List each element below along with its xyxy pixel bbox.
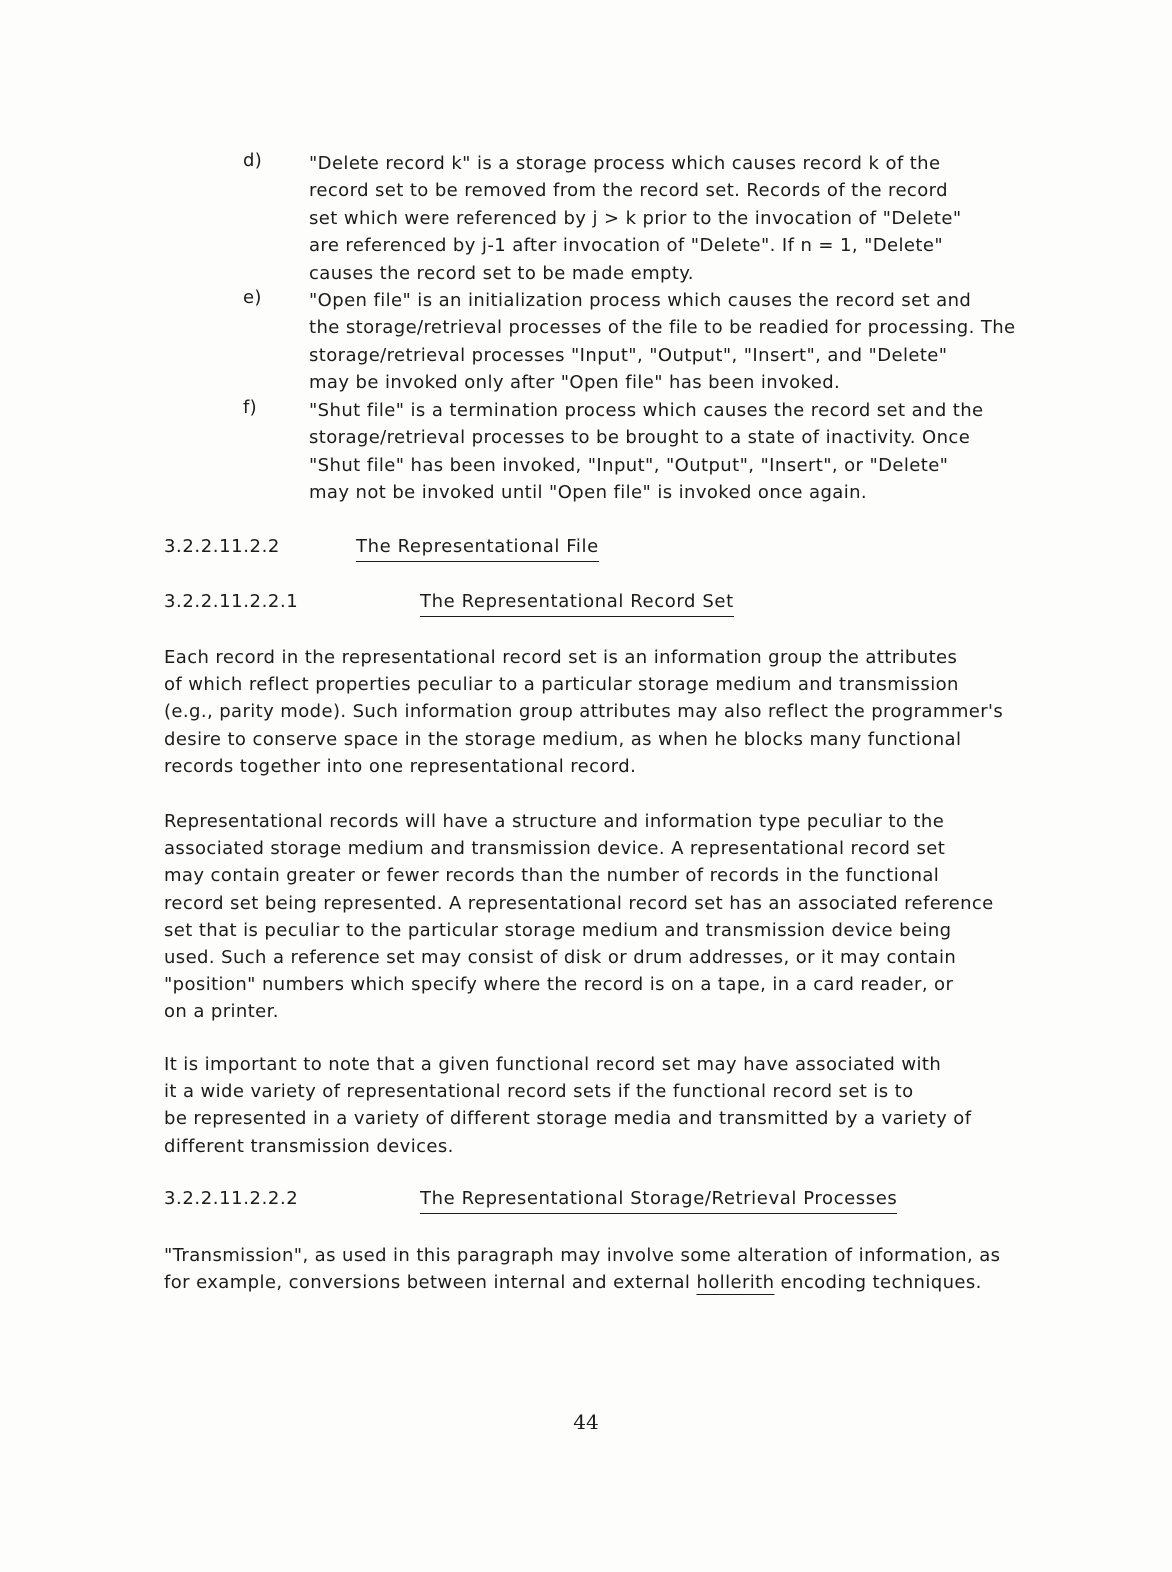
- text-line: it a wide variety of representational record sets if the functional record set is to: [164, 1081, 914, 1103]
- text-fragment: encoding techniques.: [774, 1272, 982, 1294]
- text-line: Each record in the representational record set is an information group the attributes: [164, 647, 958, 668]
- text-line: It is important to note that a given functional record set may have associated with: [164, 1054, 942, 1075]
- list-item-text: [309, 287, 1103, 397]
- text-line: used. Such a reference set may consist of disk or drum addresses, or it may contain: [164, 947, 957, 969]
- text-line: associated storage medium and transmission device. A representational record set: [164, 838, 946, 860]
- text-line: "Transmission", as used in this paragraph may involve some alteration of information, as: [164, 1245, 1001, 1266]
- text-line: (e.g., parity mode). Such information group attributes may also reflect the programmer's: [164, 701, 1004, 723]
- text-line: may not be invoked until "Open file" is invoked once again.: [309, 482, 868, 504]
- section-title: The Representational Storage/Retrieval Processes: [420, 1188, 897, 1214]
- body-paragraph: [164, 1051, 971, 1160]
- text-line: "Shut file" is a termination process which causes the record set and the: [309, 400, 984, 421]
- body-paragraph: [164, 808, 994, 1026]
- list-item-text: [309, 150, 1103, 287]
- text-line: set that is peculiar to the particular storage medium and transmission device being: [164, 919, 952, 941]
- list-item-text: [309, 397, 1103, 507]
- list-item-d: [243, 150, 1103, 287]
- underlined-term: hollerith: [696, 1272, 775, 1294]
- text-line: are referenced by j-1 after invocation of "Delete". If n = 1, "Delete": [309, 235, 944, 257]
- text-line: on a printer.: [164, 1001, 279, 1023]
- text-line: "Delete record k" is a storage process which causes record k of the: [309, 153, 941, 174]
- text-line: "position" numbers which specify where the record is on a tape, in a card reader, or: [164, 974, 954, 996]
- text-line: Representational records will have a structure and information type peculiar to the: [164, 811, 945, 832]
- list-marker: e): [243, 287, 262, 308]
- text-line: causes the record set to be made empty.: [309, 262, 694, 284]
- section-number: 3.2.2.11.2.2.2: [164, 1188, 299, 1209]
- page-number: 44: [573, 1410, 599, 1434]
- text-line: be represented in a variety of different storage media and transmitted by a variety of: [164, 1108, 972, 1130]
- text-line: record set being represented. A representational record set has an associated reference: [164, 892, 994, 914]
- list-marker: f): [243, 397, 257, 418]
- text-line: of which reflect properties peculiar to a particular storage medium and transmission: [164, 674, 959, 696]
- text-line: "Open file" is an initialization process which causes the record set and: [309, 290, 972, 311]
- text-line: storage/retrieval processes "Input", "Output", "Insert", and "Delete": [309, 344, 948, 366]
- text-fragment: for example, conversions between internal and external: [164, 1272, 697, 1294]
- section-title: The Representational Record Set: [420, 591, 734, 617]
- list-item-e: [243, 287, 1103, 397]
- text-line: desire to conserve space in the storage medium, as when he blocks many functional: [164, 728, 962, 750]
- section-title: The Representational File: [356, 536, 599, 562]
- body-paragraph: [164, 1242, 1000, 1296]
- text-line: set which were referenced by j > k prior to the invocation of "Delete": [309, 207, 962, 229]
- text-line: [164, 1269, 1000, 1296]
- text-line: records together into one representational record.: [164, 755, 637, 777]
- list-item-f: [243, 397, 1103, 507]
- text-line: may be invoked only after "Open file" has been invoked.: [309, 372, 841, 394]
- section-number: 3.2.2.11.2.2: [164, 536, 280, 557]
- body-paragraph: [164, 644, 1003, 780]
- text-line: "Shut file" has been invoked, "Input", "Output", "Insert", or "Delete": [309, 454, 949, 476]
- text-line: record set to be removed from the record set. Records of the record: [309, 180, 948, 202]
- text-line: may contain greater or fewer records than the number of records in the functional: [164, 865, 940, 887]
- section-number: 3.2.2.11.2.2.1: [164, 591, 299, 612]
- list-marker: d): [243, 150, 263, 171]
- text-line: different transmission devices.: [164, 1135, 454, 1157]
- text-line: storage/retrieval processes to be brought to a state of inactivity. Once: [309, 427, 971, 449]
- text-line: the storage/retrieval processes of the file to be readied for processing. The: [309, 317, 1016, 339]
